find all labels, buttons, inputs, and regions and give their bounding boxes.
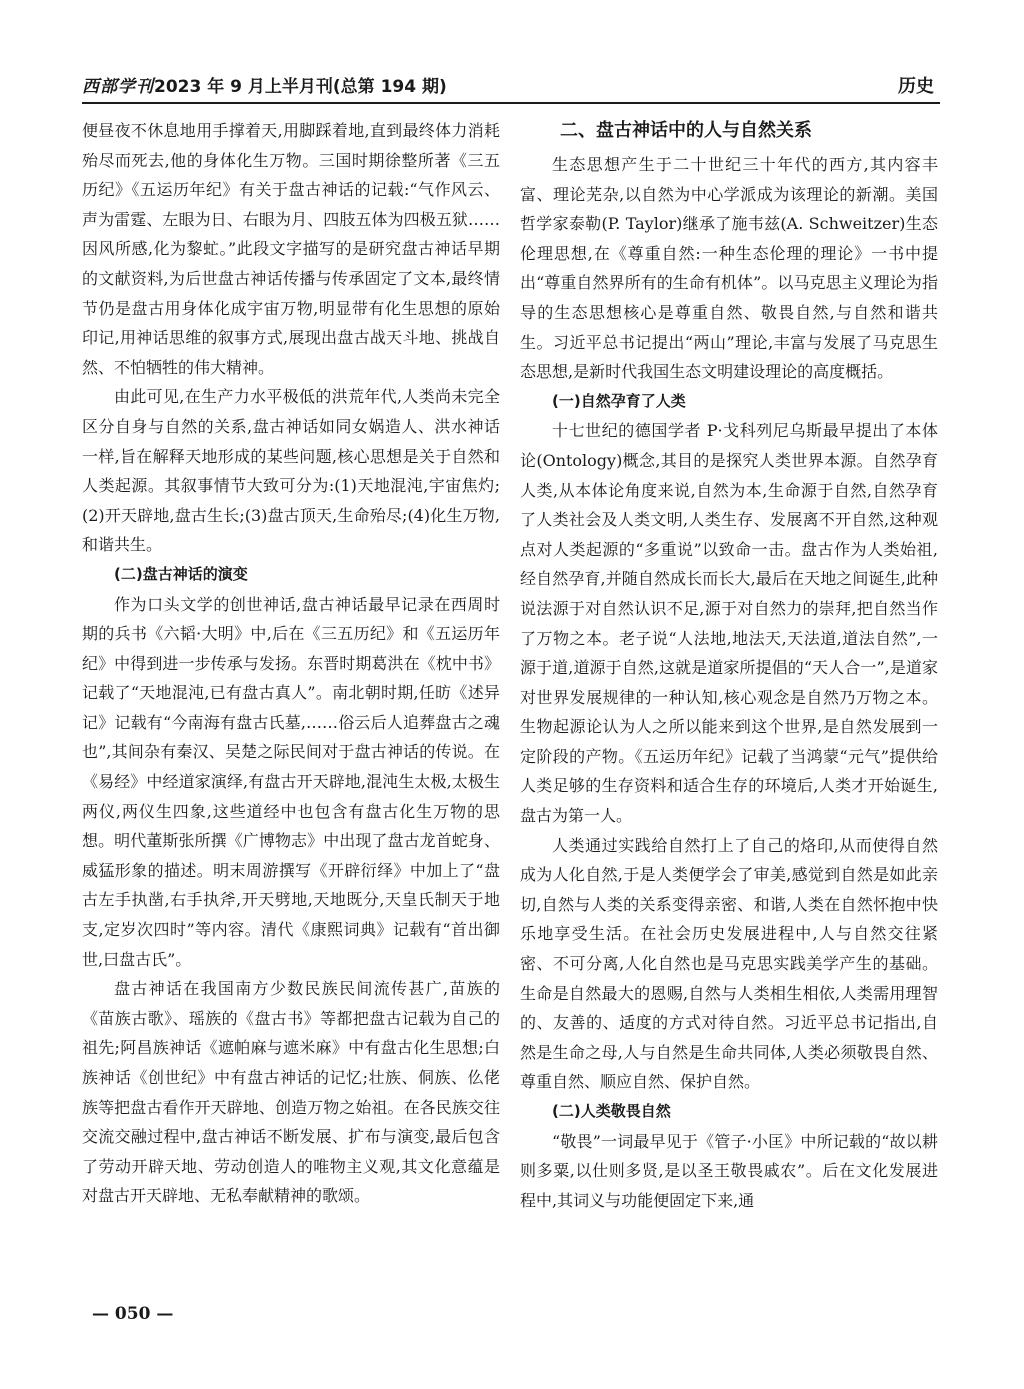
- section-tag: 历史: [898, 76, 934, 97]
- section-heading: 二、盘古神话中的人与自然关系: [560, 120, 812, 141]
- paragraph: 人类通过实践给自然打上了自己的烙印,从而使得自然成为人化自然,于是人类便学会了审美,感觉到自然是如此亲切,自然与人类的关系变得亲密、和谐,人类在自然怀抱中快乐地享受生活。在社会历史发展进程中,人与自然交往紧密、不可分离,人化自然也是马克思实践美学产生的基础。生命是自然最大的恩赐,自然与人类相生相依,人类需用理智的、友善的、适度的方式对待自然。习近平总书记指出,自然是生命之母,人与自然是生命共同体,人类必须敬畏自然、尊重自然、顺应自然、保护自然。: [520, 835, 938, 1092]
- page-number: — 050 —: [92, 1304, 174, 1324]
- journal-logo: 西部学刊: [82, 77, 154, 97]
- paragraph: 盘古神话在我国南方少数民族民间流传甚广,苗族的《苗族古歌》、瑶族的《盘古书》等都把盘古记载为自己的祖先;阿昌族神话《遮帕麻与遮米麻》中有盘古化生思想;白族神话《创世纪》中有盘古神话的记忆;壮族、侗族、仫佬族等把盘古看作开天辟地、创造万物之始祖。在各民族交往交流交融过程中,盘古神话不断发展、扩布与演变,最后包含了劳动开辟天地、劳动创造人的唯物主义观,其文化意蕴是对盘古开天辟地、无私奉献精神的歌颂。: [82, 979, 500, 1206]
- left-column: [82, 116, 500, 1211]
- subsection-heading: (一)自然孕育了人类: [552, 391, 686, 410]
- paragraph: 十七世纪的德国学者 P·戈科列尼乌斯最早提出了本体论(Ontology)概念,其目的是探究人类世界本源。自然孕育人类,从本体论角度来说,自然为本,生命源于自然,自然孕育了人类社会及人类文明,人类生存、发展离不开自然,这种观点对人类起源的“多重说”以致命一击。盘古作为人类始祖,经自然孕育,并随自然成长而长大,最后在天地之间诞生,此种说法源于对自然认识不足,源于对自然力的崇拜,把自然当作了万物之本。老子说“人法地,地法天,天法道,道法自然”,一源于道,道源于自然,这就是道家所提倡的“天人合一”,是道家对世界发展规律的一种认知,核心观念是自然乃万物之本。生物起源论认为人之所以能来到这个世界,是自然发展到一定阶段的产物。《五运历年纪》记载了当鸿蒙“元气”提供给人类足够的生存资料和适合生存的环境后,人类才开始诞生,盘古为第一人。: [520, 421, 938, 826]
- paragraph: 由此可见,在生产力水平极低的洪荒年代,人类尚未完全区分自身与自然的关系,盘古神话如同女娲造人、洪水神话一样,旨在解释天地形成的某些问题,核心思想是关于自然和人类起源。其叙事情节大致可分为:(1)天地混沌,宇宙焦灼;(2)开天辟地,盘古生长;(3)盘古顶天,生命殆尽;(4)化生万物,和谐共生。: [82, 387, 500, 555]
- subsection-heading: (二)盘古神话的演变: [114, 564, 248, 583]
- paragraph: 生态思想产生于二十世纪三十年代的西方,其内容丰富、理论芜杂,以自然为中心学派成为该理论的新潮。美国哲学家泰勒(P. Taylor)继承了施韦兹(A. Schweitzer)生态伦理思想,在《尊重自然:一种生态伦理的理论》一书中提出“尊重自然界所有的生命有机体”。以马克思主义理论为指导的生态思想核心是尊重自然、敬畏自然,与自然和谐共生。习近平总书记提出“两山”理论,丰富与发展了马克思生态思想,是新时代我国生态文明建设理论的高度概括。: [520, 155, 938, 382]
- journal-title: [82, 72, 447, 97]
- paragraph: “敬畏”一词最早见于《管子·小匡》中所记载的“故以耕则多粟,以仕则多贤,是以圣王敬畏戚农”。后在文化发展进程中,其词义与功能便固定下来,通: [520, 1131, 938, 1210]
- right-column: [520, 116, 938, 1215]
- paragraph: 作为口头文学的创世神话,盘古神话最早记录在西周时期的兵书《六韬·大明》中,后在《三五历纪》和《五运历年纪》中得到进一步传承与发扬。东晋时期葛洪在《枕中书》记载了“天地混沌,已有盘古真人”。南北朝时期,任昉《述异记》记载有“今南海有盘古氏墓,……俗云后人追葬盘古之魂也”,其间杂有秦汉、吴楚之际民间对于盘古神话的传说。在《易经》中经道家演绎,有盘古开天辟地,混沌生太极,太极生两仪,两仪生四象,这些道经中也包含有盘古化生万物的思想。明代董斯张所撰《广博物志》中出现了盘古龙首蛇身、威猛形象的描述。明末周游撰写《开辟衍绎》中加上了“盘古左手执凿,右手执斧,开天劈地,天地既分,天皇氏制天于地支,定岁次四时”等内容。清代《康熙词典》记载有“首出御世,曰盘古氏”。: [82, 594, 500, 969]
- paragraph: 便昼夜不休息地用手撑着天,用脚踩着地,直到最终体力消耗殆尽而死去,他的身体化生万物。三国时期徐整所著《三五历纪》《五运历年纪》有关于盘古神话的记载:“气作风云、声为雷霆、左眼为日、右眼为月、四肢五体为四极五狱……因风所感,化为黎虻。”此段文字描写的是研究盘古神话早期的文献资料,为后世盘古神话传播与传承固定了文本,最终情节仍是盘古用身体化成宇宙万物,明显带有化生思想的原始印记,用神话思维的叙事方式,展现出盘古战天斗地、挑战自然、不怕牺牲的伟大精神。: [82, 121, 500, 377]
- subsection-heading: (二)人类敬畏自然: [552, 1102, 671, 1120]
- issue-info: 2023 年 9 月上半月刊(总第 194 期): [154, 77, 447, 97]
- running-header: [82, 66, 940, 104]
